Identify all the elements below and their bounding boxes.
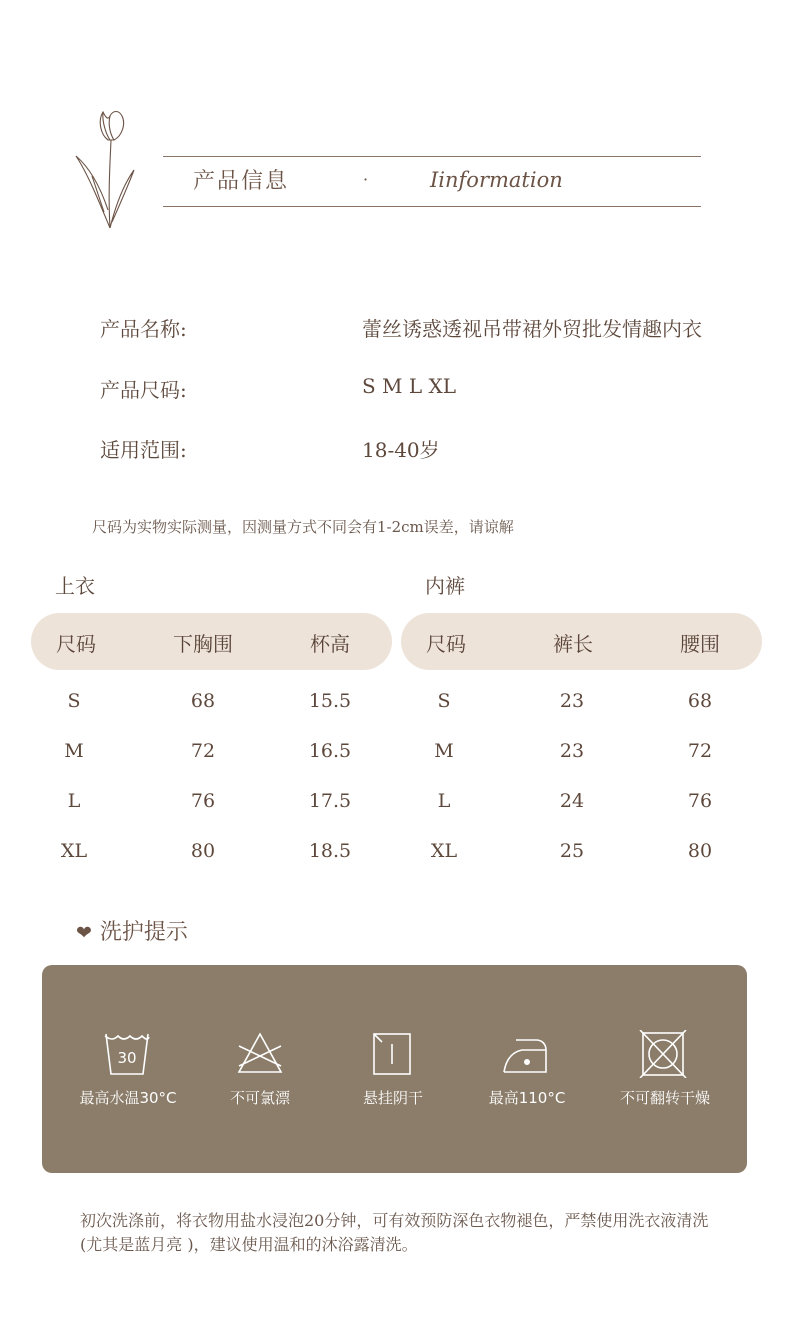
age-range-label: 适用范围: <box>100 438 187 462</box>
care-label-no-tumble: 不可翻转干燥 <box>619 1089 710 1107</box>
table-cell: M <box>64 740 84 762</box>
care-label-no-bleach: 不可氯漂 <box>229 1089 290 1107</box>
table-cell: 68 <box>687 690 713 712</box>
table-cell: 76 <box>687 790 713 812</box>
heart-icon: ❤ <box>76 922 92 944</box>
header-line-bottom <box>163 206 701 207</box>
table-cell: 68 <box>190 690 216 712</box>
no-tumble-dry-icon <box>638 1030 688 1078</box>
table-cell: L <box>67 790 81 812</box>
product-size-label: 产品尺码: <box>100 378 187 402</box>
care-title <box>76 915 188 946</box>
table-cell: S <box>67 690 81 712</box>
table-cell: 76 <box>190 790 216 812</box>
product-name-label: 产品名称: <box>100 317 187 341</box>
table-cell: 24 <box>559 790 585 812</box>
table-cell: XL <box>60 840 88 862</box>
top-header-cup: 杯高 <box>310 632 350 656</box>
table-cell: 16.5 <box>308 740 352 762</box>
bottom-header-length: 裤长 <box>553 632 593 656</box>
tulip-icon <box>70 104 140 232</box>
table-cell: M <box>434 740 454 762</box>
table-cell: 17.5 <box>308 790 352 812</box>
bottom-header-waist: 腰围 <box>680 632 720 656</box>
section-title: 产品信息 <box>193 169 290 194</box>
care-label-hang-dry: 悬挂阴干 <box>362 1089 423 1107</box>
bottom-header-size: 尺码 <box>426 632 466 656</box>
header-line-top <box>163 156 701 157</box>
table-cell: 23 <box>559 690 585 712</box>
section-title-en: Iinformation <box>430 168 563 192</box>
table-cell: 80 <box>687 840 713 862</box>
hang-dry-shade-icon <box>368 1030 418 1078</box>
no-bleach-icon <box>235 1030 285 1078</box>
age-range-value: 18-40岁 <box>362 438 440 462</box>
table-cell: 25 <box>559 840 585 862</box>
product-size-value: S M L XL <box>362 374 457 398</box>
care-footnote: 初次洗涤前，将衣物用盐水浸泡20分钟，可有效预防深色衣物褪色，严禁使用洗衣液清洗(尤其是蓝月亮 )，建议使用温和的沐浴露清洗。 <box>80 1211 709 1254</box>
size-note: 尺码为实物实际测量，因测量方式不同会有1-2cm误差，请谅解 <box>92 518 514 536</box>
top-header-underbust: 下胸围 <box>173 632 233 656</box>
table-cell: 72 <box>190 740 216 762</box>
care-label-iron: 最高110°C <box>488 1089 566 1107</box>
table-cell: S <box>437 690 451 712</box>
care-label-wash: 最高水温30°C <box>79 1089 177 1107</box>
header-separator: · <box>363 170 369 189</box>
table-cell: XL <box>430 840 458 862</box>
iron-110-icon <box>500 1030 550 1078</box>
table-cell: 72 <box>687 740 713 762</box>
svg-text:30: 30 <box>117 1049 137 1067</box>
table-cell: 15.5 <box>308 690 352 712</box>
care-title-text: 洗护提示 <box>99 920 188 945</box>
table-cell: 80 <box>190 840 216 862</box>
product-name-value: 蕾丝诱惑透视吊带裙外贸批发情趣内衣 <box>362 317 702 341</box>
bottom-table-title: 内裤 <box>425 574 465 598</box>
top-table-title: 上衣 <box>55 574 95 598</box>
wash-30-icon <box>102 1030 152 1078</box>
table-cell: 23 <box>559 740 585 762</box>
table-cell: 18.5 <box>308 840 352 862</box>
table-cell: L <box>437 790 451 812</box>
top-header-size: 尺码 <box>56 632 96 656</box>
